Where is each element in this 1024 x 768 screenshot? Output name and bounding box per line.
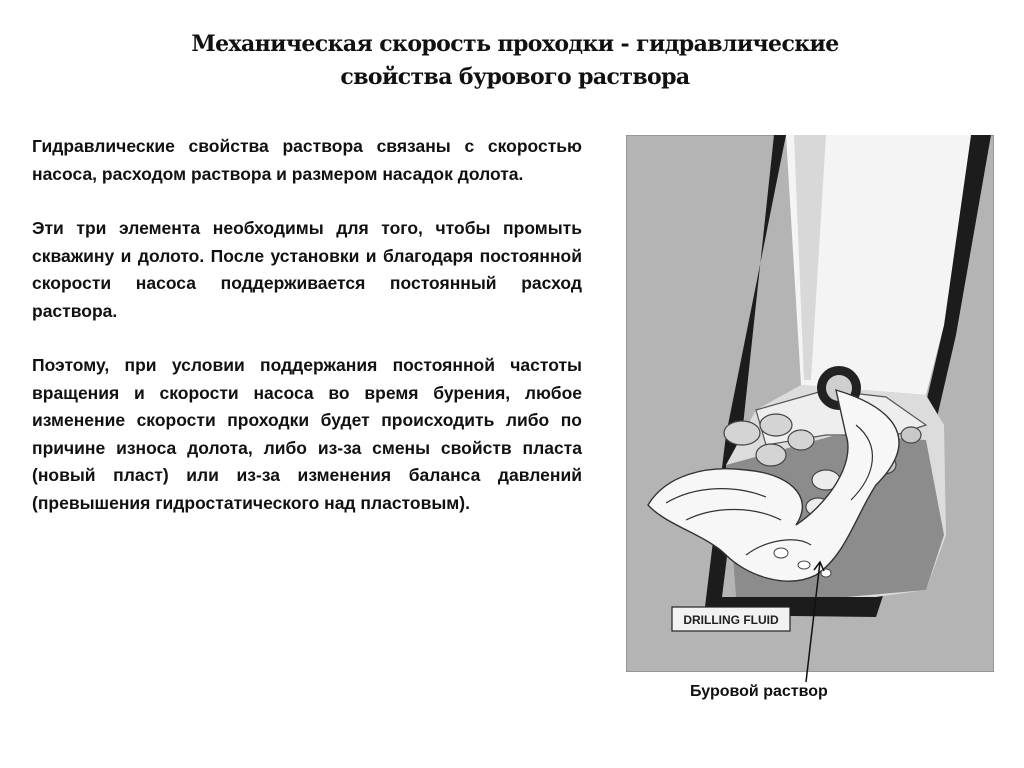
arrow-icon: [790, 560, 830, 685]
slide-title: [60, 28, 970, 94]
body-text: [32, 133, 582, 544]
drilling-fluid-label: DRILLING FLUID: [683, 613, 779, 627]
figure-caption: Буровой раствор: [690, 683, 828, 700]
paragraph-2: Эти три элемента необходимы для того, чтобы промыть скважину и долото. После установки и благодаря постоянной скорости насоса поддерживается постоянный расход раствора.: [32, 218, 582, 321]
slide-title-line-1: Механическая скорость проходки - гидравлические: [191, 31, 839, 57]
paragraph-3: Поэтому, при условии поддержания постоянной частоты вращения и скорости насоса во время бурения, любое изменение скорости проходки будет происходить либо по причине износа долота, либо из-за смены свойств пласта (новый пласт) или из-за изменения баланса давлений (превышения гидростатического над пластовым).: [32, 355, 582, 513]
paragraph-1: Гидравлические свойства раствора связаны с скоростью насоса, расходом раствора и размером насадок долота.: [32, 136, 582, 184]
slide-title-line-2: свойства бурового раствора: [340, 64, 690, 90]
